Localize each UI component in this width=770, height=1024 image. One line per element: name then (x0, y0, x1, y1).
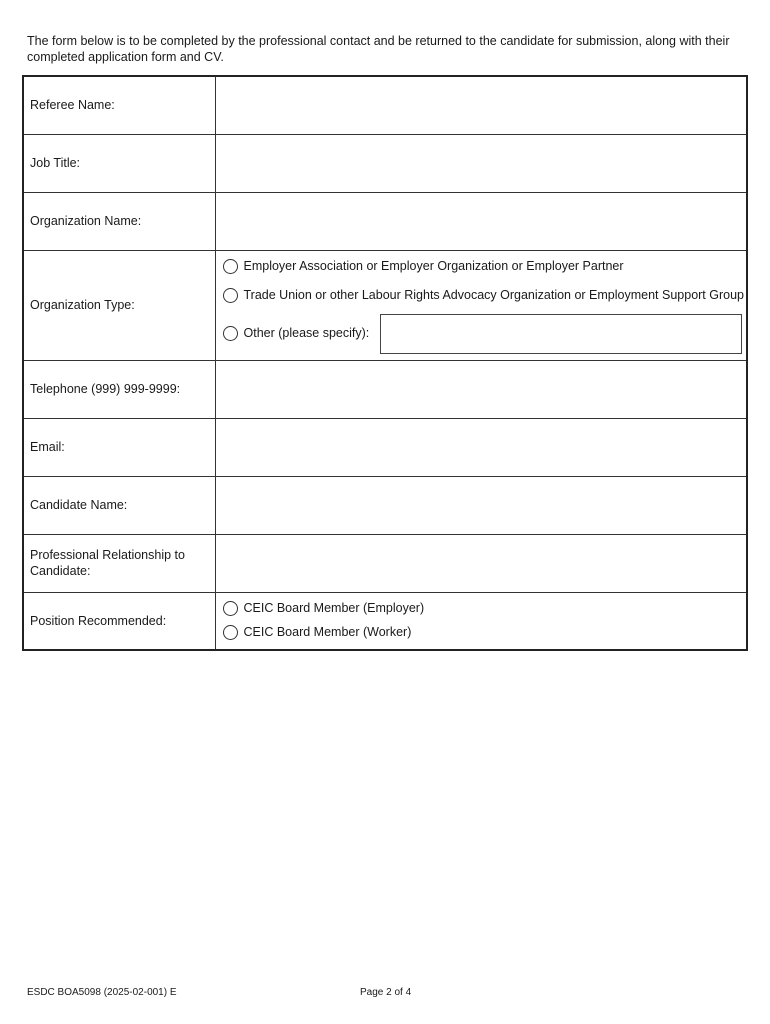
org-type-other-field[interactable] (381, 315, 741, 353)
organization-name-field[interactable] (216, 210, 747, 232)
email-cell (215, 418, 747, 476)
position-option-employer[interactable] (223, 601, 425, 616)
position-recommended-cell (215, 592, 747, 650)
job-title-cell (215, 134, 747, 192)
intro-text: The form below is to be completed by the professional contact and be returned to the candidate for submission, along with their completed application form and CV. (27, 34, 730, 64)
form-row-professional-relationship (23, 534, 747, 592)
organization-type-cell (215, 250, 747, 360)
position-option-employer-label: CEIC Board Member (Employer) (243, 601, 425, 615)
referee-name-cell (215, 76, 747, 134)
professional-relationship-label: Professional Relationship to Candidate: (23, 534, 215, 592)
position-option-worker-label: CEIC Board Member (Worker) (243, 625, 412, 639)
radio-button-icon[interactable] (223, 259, 238, 274)
org-type-option-employer-label: Employer Association or Employer Organization or Employer Partner (243, 259, 624, 273)
org-type-option-trade-union[interactable] (223, 288, 745, 303)
job-title-label: Job Title: (23, 134, 215, 192)
email-field[interactable] (216, 436, 747, 458)
org-type-option-employer[interactable] (223, 259, 624, 274)
org-type-other-box (380, 314, 742, 354)
organization-name-label: Organization Name: (23, 192, 215, 250)
form-row-candidate-name (23, 476, 747, 534)
radio-button-icon[interactable] (223, 288, 238, 303)
candidate-name-field[interactable] (216, 494, 747, 516)
form-row-organization-name (23, 192, 747, 250)
referee-name-label: Referee Name: (23, 76, 215, 134)
telephone-cell (215, 360, 747, 418)
candidate-name-label: Candidate Name: (23, 476, 215, 534)
radio-button-icon[interactable] (223, 326, 238, 341)
position-option-worker[interactable] (223, 625, 412, 640)
page-number: Page 2 of 4 (360, 987, 412, 998)
referee-name-field[interactable] (216, 94, 747, 116)
telephone-label: Telephone (999) 999-9999: (23, 360, 215, 418)
email-label: Email: (23, 418, 215, 476)
form-row-referee-name (23, 76, 747, 134)
org-type-option-other-label: Other (please specify): (243, 326, 370, 340)
radio-button-icon[interactable] (223, 625, 238, 640)
organization-name-cell (215, 192, 747, 250)
org-type-option-trade-union-label: Trade Union or other Labour Rights Advocacy Organization or Employment Support Group (243, 288, 744, 302)
form-row-position-recommended (23, 592, 747, 650)
position-recommended-label: Position Recommended: (23, 592, 215, 650)
form-row-telephone (23, 360, 747, 418)
organization-type-label: Organization Type: (23, 250, 215, 360)
form-row-email (23, 418, 747, 476)
professional-relationship-field[interactable] (216, 552, 747, 574)
referee-form-table (22, 75, 748, 651)
professional-relationship-cell (215, 534, 747, 592)
form-code: ESDC BOA5098 (2025-02-001) E (27, 987, 177, 998)
form-row-organization-type (23, 250, 747, 360)
telephone-field[interactable] (216, 378, 747, 400)
form-row-job-title (23, 134, 747, 192)
job-title-field[interactable] (216, 152, 747, 174)
candidate-name-cell (215, 476, 747, 534)
org-type-option-other[interactable] (223, 326, 370, 341)
radio-button-icon[interactable] (223, 601, 238, 616)
